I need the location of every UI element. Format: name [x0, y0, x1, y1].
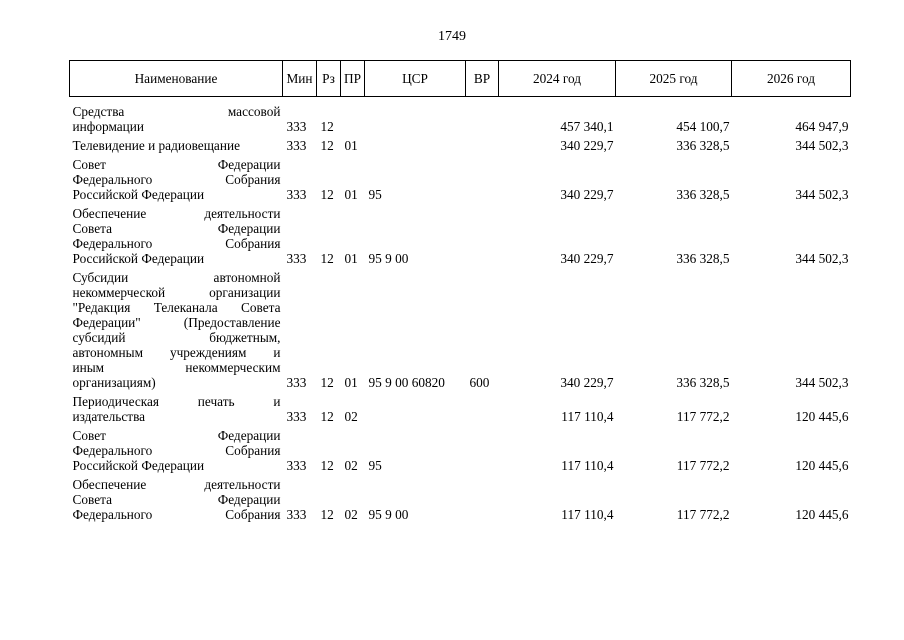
cell-csr: 95 9 00 [368, 251, 409, 266]
cell-y2026: 344 502,3 [795, 138, 849, 153]
cell-rz: 12 [320, 409, 334, 424]
cell-min: 333 [286, 458, 307, 473]
cell-rz: 12 [320, 187, 334, 202]
cell-pr: 01 [344, 187, 358, 202]
cell-y2026: 344 502,3 [795, 251, 849, 266]
table-row [70, 428, 851, 473]
cell-rz: 12 [320, 138, 334, 153]
cell-name-line: Обеспечение деятельности [72, 206, 281, 221]
cell-min: 333 [286, 375, 307, 390]
cell-csr: 95 [368, 187, 382, 202]
cell-pr: 01 [344, 138, 358, 153]
cell-name-line: Совет Федерации [72, 428, 281, 443]
table-row [70, 477, 851, 522]
column-header-pr: ПР [341, 61, 365, 97]
cell-name [70, 138, 283, 153]
cell-min: 333 [286, 119, 307, 134]
cell-pr: 02 [344, 507, 358, 522]
budget-table [69, 60, 851, 522]
column-header-rz: Рз [317, 61, 341, 97]
cell-y2024: 117 110,4 [561, 409, 614, 424]
cell-name-line: Совета Федерации [72, 221, 281, 236]
cell-vr [466, 138, 499, 153]
cell-rz: 12 [320, 119, 334, 134]
cell-name-line: Федерального Собрания [72, 236, 281, 251]
cell-y2025: 336 328,5 [676, 375, 730, 390]
cell-name [70, 104, 283, 134]
table-body [70, 97, 851, 523]
cell-y2026: 120 445,6 [795, 409, 849, 424]
cell-name-line: Российской Федерации [72, 187, 205, 202]
cell-y2024: 340 229,7 [560, 138, 614, 153]
cell-name-line: Федерального Собрания [72, 443, 281, 458]
column-header-2024: 2024 год [499, 61, 616, 97]
cell-vr [466, 104, 499, 134]
cell-pr [341, 104, 365, 134]
cell-name-line: Российской Федерации [72, 458, 205, 473]
cell-y2026: 120 445,6 [795, 458, 849, 473]
cell-y2025: 117 772,2 [676, 507, 730, 522]
cell-name-line: Федерации" (Предоставление [72, 315, 281, 330]
cell-name-line: Совет Федерации [72, 157, 281, 172]
cell-name-line: Телевидение и радиовещание [72, 138, 240, 153]
column-header-min: Мин [283, 61, 317, 97]
cell-min: 333 [286, 409, 307, 424]
cell-vr: 600 [469, 375, 490, 390]
cell-pr: 02 [344, 458, 358, 473]
cell-name [70, 270, 283, 390]
cell-pr: 01 [344, 251, 358, 266]
cell-vr [466, 428, 499, 473]
column-header-2025: 2025 год [616, 61, 732, 97]
cell-name-line: организациям) [72, 375, 156, 390]
cell-min: 333 [286, 138, 307, 153]
row-spacer-cell [70, 97, 851, 105]
cell-name-line: некоммерческой организации [72, 285, 281, 300]
cell-y2025: 336 328,5 [676, 251, 730, 266]
cell-y2026: 344 502,3 [795, 187, 849, 202]
column-header-csr: ЦСР [365, 61, 466, 97]
cell-name-line: автономным учреждениям и [72, 345, 281, 360]
cell-y2025: 336 328,5 [676, 187, 730, 202]
column-header-2026: 2026 год [732, 61, 851, 97]
cell-csr: 95 9 00 [368, 507, 409, 522]
cell-vr [466, 477, 499, 522]
cell-y2026: 120 445,6 [795, 507, 849, 522]
cell-name [70, 477, 283, 522]
cell-name-line: Федерального Собрания [72, 507, 281, 522]
cell-name-line: Обеспечение деятельности [72, 477, 281, 492]
cell-name-line: информации [72, 119, 145, 134]
cell-name [70, 157, 283, 202]
table-row [70, 270, 851, 390]
table-row [70, 206, 851, 266]
cell-y2025: 117 772,2 [676, 409, 730, 424]
cell-name-line: Совета Федерации [72, 492, 281, 507]
cell-min: 333 [286, 251, 307, 266]
cell-y2024: 340 229,7 [560, 187, 614, 202]
table-header [70, 61, 851, 97]
cell-pr: 01 [344, 375, 358, 390]
cell-y2025: 336 328,5 [676, 138, 730, 153]
page-number: 1749 [438, 29, 466, 44]
cell-y2024: 340 229,7 [560, 375, 614, 390]
cell-pr: 02 [344, 409, 358, 424]
cell-min: 333 [286, 507, 307, 522]
cell-name-line: Федерального Собрания [72, 172, 281, 187]
cell-y2025: 117 772,2 [676, 458, 730, 473]
cell-csr [365, 138, 466, 153]
cell-rz: 12 [320, 251, 334, 266]
cell-name-line: "Редакция Телеканала Совета [72, 300, 281, 315]
cell-csr: 95 [368, 458, 382, 473]
cell-rz: 12 [320, 458, 334, 473]
cell-csr: 95 9 00 60820 [368, 375, 445, 390]
cell-name-line: Российской Федерации [72, 251, 205, 266]
cell-min: 333 [286, 187, 307, 202]
table-row [70, 138, 851, 153]
cell-y2024: 117 110,4 [561, 458, 614, 473]
column-header-vr: ВР [466, 61, 499, 97]
cell-name [70, 206, 283, 266]
cell-rz: 12 [320, 375, 334, 390]
cell-y2024: 457 340,1 [560, 119, 614, 134]
cell-name-line: издательства [72, 409, 146, 424]
table-row [70, 104, 851, 134]
cell-name-line: Субсидии автономной [72, 270, 281, 285]
cell-y2026: 464 947,9 [795, 119, 849, 134]
cell-y2026: 344 502,3 [795, 375, 849, 390]
row-spacer [70, 97, 851, 105]
cell-y2024: 117 110,4 [561, 507, 614, 522]
cell-rz: 12 [320, 507, 334, 522]
cell-vr [466, 206, 499, 266]
cell-name [70, 428, 283, 473]
cell-y2025: 454 100,7 [676, 119, 730, 134]
cell-vr [466, 157, 499, 202]
cell-y2024: 340 229,7 [560, 251, 614, 266]
cell-vr [466, 394, 499, 424]
column-header-name: Наименование [70, 61, 283, 97]
table-row [70, 157, 851, 202]
table-row [70, 394, 851, 424]
cell-csr [365, 104, 466, 134]
cell-name-line: Средства массовой [72, 104, 281, 119]
cell-name [70, 394, 283, 424]
cell-name-line: Периодическая печать и [72, 394, 281, 409]
cell-name-line: субсидий бюджетным, [72, 330, 281, 345]
cell-name-line: иным некоммерческим [72, 360, 281, 375]
cell-csr [365, 394, 466, 424]
